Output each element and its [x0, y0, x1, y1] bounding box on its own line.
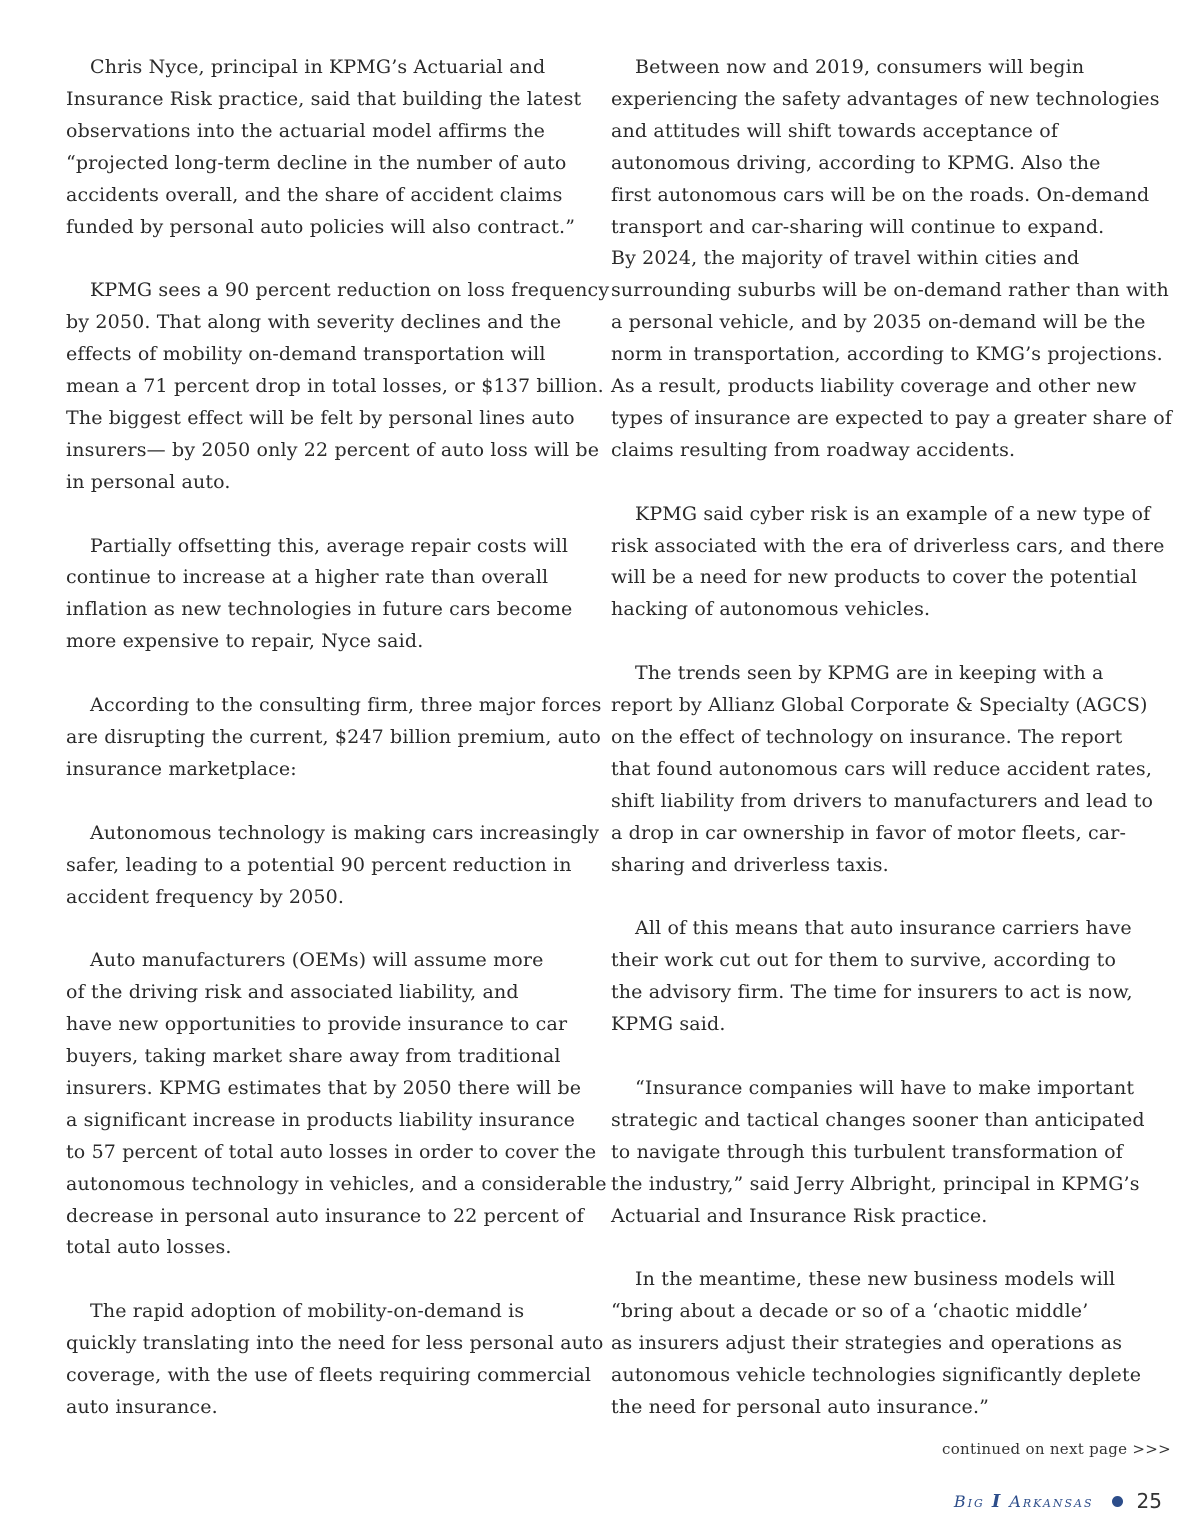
- text-line: In the meantime, these new business models will: [635, 1268, 1116, 1291]
- text-line: Autonomous technology is making cars increasingly: [90, 821, 600, 844]
- text-line: their work cut out for them to survive, according to: [611, 949, 1117, 972]
- text-line: to 57 percent of total auto losses in order to cover the: [66, 1140, 597, 1163]
- text-line: will be a need for new products to cover the potential: [611, 566, 1138, 589]
- text-line: in personal auto.: [66, 470, 231, 493]
- text-line: funded by personal auto policies will also contract.”: [66, 215, 576, 238]
- text-line: that found autonomous cars will reduce accident rates,: [611, 757, 1153, 780]
- right-paragraph: [611, 499, 1165, 627]
- text-line: KPMG said.: [611, 1013, 726, 1036]
- text-line: on the effect of technology on insurance. The report: [611, 726, 1123, 748]
- text-line: experiencing the safety advantages of new technologies: [611, 87, 1160, 110]
- text-line: mean a 71 percent drop in total losses, or $137 billion.: [66, 375, 604, 398]
- left-column: [66, 52, 610, 1456]
- right-paragraph: [611, 658, 1154, 881]
- text-line: The trends seen by KPMG are in keeping with a: [635, 662, 1104, 685]
- text-line: All of this means that auto insurance carriers have: [635, 917, 1132, 940]
- text-line: autonomous driving, according to KPMG. Also the: [611, 151, 1101, 174]
- page-footer: [954, 1486, 1162, 1516]
- text-line: accident frequency by 2050.: [66, 885, 345, 908]
- text-line: insurers— by 2050 only 22 percent of auto loss will be: [66, 438, 600, 461]
- text-line: By 2024, the majority of travel within cities and: [611, 247, 1080, 270]
- text-line: According to the consulting firm, three major forces: [90, 694, 602, 717]
- text-line: total auto losses.: [66, 1236, 232, 1259]
- text-line: effects of mobility on-demand transportation will: [66, 343, 546, 366]
- right-paragraph: [611, 52, 1172, 467]
- text-line: safer, leading to a potential 90 percent reduction in: [66, 853, 572, 876]
- text-line: surrounding suburbs will be on-demand rather than with: [611, 279, 1169, 302]
- text-line: Between now and 2019, consumers will begin: [635, 56, 1085, 78]
- text-line: Actuarial and Insurance Risk practice.: [611, 1204, 988, 1227]
- text-line: claims resulting from roadway accidents.: [611, 438, 1016, 461]
- text-line: as insurers adjust their strategies and operations as: [611, 1332, 1123, 1355]
- text-line: KPMG said cyber risk is an example of a new type of: [635, 502, 1151, 525]
- text-line: Chris Nyce, principal in KPMG’s Actuarial and: [90, 56, 546, 78]
- text-line: to navigate through this turbulent transformation of: [611, 1140, 1123, 1163]
- text-line: strategic and tactical changes sooner than anticipated: [611, 1108, 1145, 1131]
- text-line: coverage, with the use of fleets requiring commercial: [66, 1364, 592, 1387]
- text-line: quickly translating into the need for less personal auto: [66, 1332, 604, 1355]
- left-paragraph: [66, 275, 610, 498]
- text-line: the industry,” said Jerry Albright, principal in KPMG’s: [611, 1172, 1140, 1195]
- text-line: norm in transportation, according to KMG’s projections.: [611, 343, 1163, 366]
- text-line: a significant increase in products liability insurance: [66, 1108, 576, 1131]
- text-line: insurers. KPMG estimates that by 2050 there will be: [66, 1076, 582, 1099]
- text-line: Auto manufacturers (OEMs) will assume more: [90, 949, 544, 972]
- text-line: by 2050. That along with severity declines and the: [66, 311, 562, 334]
- text-line: autonomous technology in vehicles, and a considerable: [66, 1172, 607, 1195]
- page-number: 25: [1136, 1489, 1162, 1513]
- brand-state: Arkansas: [1009, 1491, 1094, 1511]
- text-line: The biggest effect will be felt by personal lines auto: [66, 406, 575, 429]
- right-column: [611, 52, 1172, 1456]
- text-line: the need for personal auto insurance.”: [611, 1395, 989, 1418]
- text-line: Partially offsetting this, average repair costs will: [90, 534, 569, 557]
- left-paragraph: [66, 1296, 604, 1424]
- text-line: observations into the actuarial model affirms the: [66, 119, 546, 142]
- right-paragraph: [611, 1264, 1151, 1424]
- text-line: “Insurance companies will have to make important: [635, 1076, 1135, 1099]
- brand-i: I: [991, 1490, 1003, 1512]
- text-line: a drop in car ownership in favor of motor fleets, car-: [611, 821, 1127, 844]
- text-line: a personal vehicle, and by 2035 on-demand will be the: [611, 311, 1146, 334]
- text-line: decrease in personal auto insurance to 22 percent of: [66, 1204, 584, 1227]
- text-line: more expensive to repair, Nyce said.: [66, 630, 424, 653]
- text-line: hacking of autonomous vehicles.: [611, 598, 931, 621]
- brand-big: Big: [953, 1491, 985, 1511]
- text-line: continue to increase at a higher rate than overall: [66, 566, 549, 589]
- text-line: and attitudes will shift towards acceptance of: [611, 119, 1059, 142]
- text-line: “bring about a decade or so of a ‘chaotic middle’: [611, 1300, 1089, 1323]
- text-line: insurance marketplace:: [66, 757, 297, 780]
- text-line: report by Allianz Global Corporate & Specialty (AGCS): [611, 694, 1148, 717]
- text-line: As a result, products liability coverage and other new: [611, 375, 1137, 398]
- left-paragraph: [66, 52, 586, 243]
- text-line: shift liability from drivers to manufacturers and lead to: [611, 789, 1154, 812]
- text-line: are disrupting the current, $247 billion premium, auto: [66, 725, 601, 748]
- text-line: sharing and driverless taxis.: [611, 853, 889, 876]
- text-line: auto insurance.: [66, 1395, 218, 1418]
- bullet-dot-icon: [1112, 1496, 1123, 1507]
- text-line: first autonomous cars will be on the roads. On-demand: [611, 183, 1150, 206]
- text-line: Insurance Risk practice, said that building the latest: [66, 87, 582, 110]
- text-line: transport and car-sharing will continue to expand.: [611, 215, 1105, 238]
- text-line: autonomous vehicle technologies significantly deplete: [611, 1364, 1142, 1387]
- text-line: The rapid adoption of mobility-on-demand is: [90, 1300, 525, 1323]
- right-paragraph: [611, 1073, 1151, 1233]
- text-line: accidents overall, and the share of accident claims: [66, 183, 563, 206]
- text-line: buyers, taking market share away from traditional: [66, 1045, 561, 1068]
- text-line: of the driving risk and associated liability, and: [66, 981, 519, 1004]
- continued-note: continued on next page >>>: [942, 1440, 1172, 1458]
- left-paragraph: [66, 690, 602, 786]
- text-line: types of insurance are expected to pay a greater share of: [611, 406, 1172, 429]
- left-paragraph: [66, 818, 600, 914]
- text-line: KPMG sees a 90 percent reduction on loss frequency: [90, 279, 610, 302]
- text-line: the advisory firm. The time for insurers to act is now,: [611, 981, 1133, 1004]
- text-line: inflation as new technologies in future cars become: [66, 598, 573, 621]
- text-line: “projected long-term decline in the number of auto: [66, 151, 567, 174]
- left-paragraph: [66, 531, 586, 659]
- text-line: have new opportunities to provide insurance to car: [66, 1013, 568, 1036]
- text-line: risk associated with the era of driverless cars, and there: [611, 534, 1165, 557]
- right-paragraph: [611, 913, 1151, 1041]
- left-paragraph: [66, 945, 607, 1264]
- publication-name: [954, 1491, 1094, 1512]
